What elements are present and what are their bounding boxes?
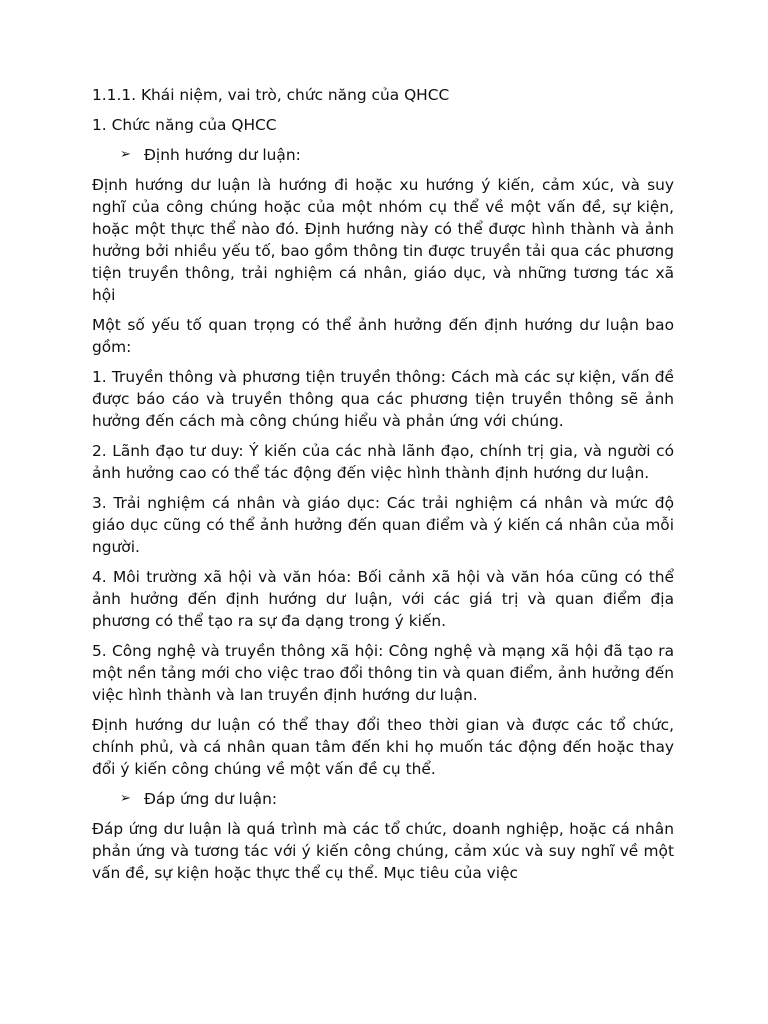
- list-paragraph: 2. Lãnh đạo tư duy: Ý kiến của các nhà lãnh đạo, chính trị gia, và người có ảnh hưởng cao có thể tác động đến việc hình thành định hướng dư luận.: [92, 442, 674, 482]
- arrow-bullet-icon: ➢: [120, 791, 131, 806]
- paragraph: Định hướng dư luận là hướng đi hoặc xu hướng ý kiến, cảm xúc, và suy nghĩ của công chúng hoặc của một nhóm cụ thể về một vấn đề, sự kiện, hoặc một thực thể nào đó. Định hướng này có thể được hình thành và ảnh hưởng bởi nhiều yếu tố, bao gồm thông tin được truyền tải qua các phương tiện truyền thông, trải nghiệm cá nhân, giáo dục, và những tương tác xã hội: [92, 176, 674, 304]
- paragraph: Định hướng dư luận có thể thay đổi theo thời gian và được các tổ chức, chính phủ, và cá nhân quan tâm đến khi họ muốn tác động đến hoặc thay đổi ý kiến công chúng về một vấn đề cụ thể.: [92, 716, 674, 778]
- list-paragraph: 1. Truyền thông và phương tiện truyền thông: Cách mà các sự kiện, vấn đề được báo cáo và truyền thông qua các phương tiện truyền thông sẽ ảnh hưởng đến cách mà công chúng hiểu và phản ứng với chúng.: [92, 368, 674, 430]
- section-heading: 1.1.1. Khái niệm, vai trò, chức năng của QHCC: [92, 86, 450, 104]
- subsection-heading: 1. Chức năng của QHCC: [92, 116, 277, 134]
- list-paragraph: 3. Trải nghiệm cá nhân và giáo dục: Các trải nghiệm cá nhân và mức độ giáo dục cũng có thể ảnh hưởng đến quan điểm và ý kiến cá nhân của mỗi người.: [92, 494, 674, 556]
- bullet-item-dinh-huong: [92, 144, 674, 166]
- paragraph: Một số yếu tố quan trọng có thể ảnh hưởng đến định hướng dư luận bao gồm:: [92, 316, 674, 356]
- paragraph: Đáp ứng dư luận là quá trình mà các tổ chức, doanh nghiệp, hoặc cá nhân phản ứng và tương tác với ý kiến công chúng, cảm xúc và suy nghĩ về một vấn đề, sự kiện hoặc thực thể cụ thể. Mục tiêu của việc: [92, 820, 674, 882]
- bullet-label: Đáp ứng dư luận:: [144, 790, 278, 808]
- bullet-label: Định hướng dư luận:: [144, 146, 301, 164]
- arrow-bullet-icon: ➢: [120, 147, 131, 162]
- list-paragraph: 5. Công nghệ và truyền thông xã hội: Công nghệ và mạng xã hội đã tạo ra một nền tảng mới cho việc trao đổi thông tin và quan điểm, ảnh hưởng đến việc hình thành và lan truyền định hướng dư luận.: [92, 642, 674, 704]
- list-paragraph: 4. Môi trường xã hội và văn hóa: Bối cảnh xã hội và văn hóa cũng có thể ảnh hưởng đến định hướng dư luận, với các giá trị và quan điểm địa phương có thể tạo ra sự đa dạng trong ý kiến.: [92, 568, 674, 630]
- document-page: [92, 84, 674, 892]
- bullet-item-dap-ung: [92, 788, 674, 810]
